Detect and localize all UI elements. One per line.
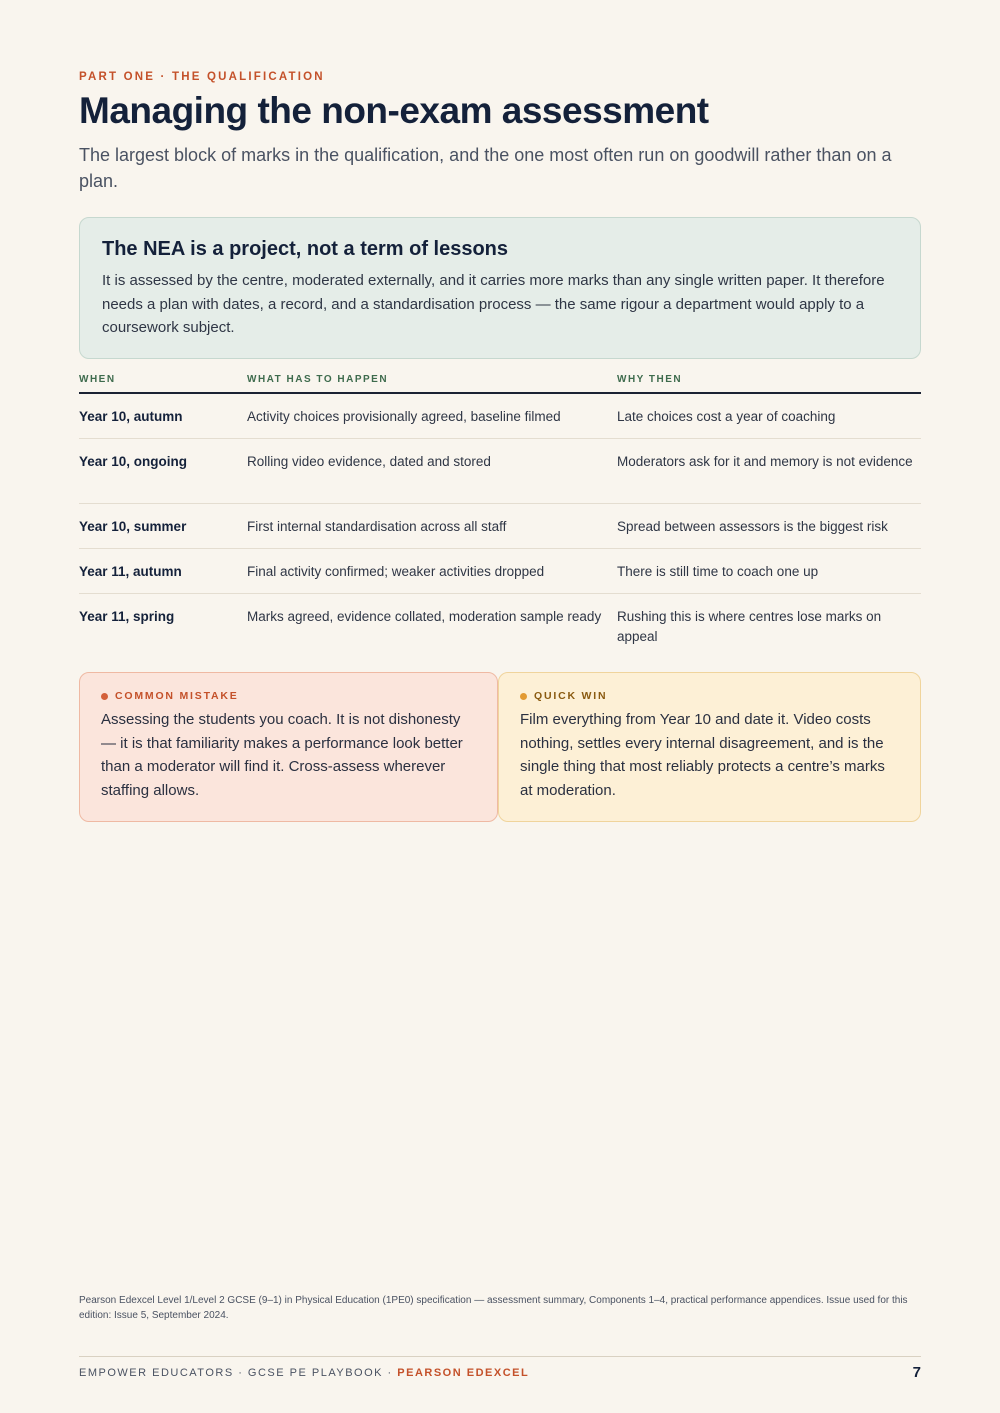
cell-what: Final activity confirmed; weaker activities dropped bbox=[247, 564, 545, 579]
table-row bbox=[79, 549, 921, 594]
page-title: Managing the non-exam assessment bbox=[79, 90, 709, 131]
table-header bbox=[79, 371, 921, 394]
quick-win-text: Film everything from Year 10 and date it. Video costs nothing, settles every internal disagreement, and is the single thing that most reliably protects a centre’s marks at moderation. bbox=[520, 711, 885, 799]
quick-win-label-text: QUICK WIN bbox=[534, 690, 608, 702]
table-row bbox=[79, 394, 921, 439]
cell-what: First internal standardisation across all staff bbox=[247, 519, 507, 534]
dot-icon bbox=[520, 693, 527, 700]
table-row bbox=[79, 594, 921, 659]
section-eyebrow: PART ONE · THE QUALIFICATION bbox=[79, 71, 325, 83]
source-note: Pearson Edexcel Level 1/Level 2 GCSE (9–1) in Physical Education (1PE0) specification — assessment summary, Components 1–4, practical performance appendices. Issue used for this edition: Issue 5, September 2024. bbox=[79, 1295, 908, 1321]
common-mistake-text: Assessing the students you coach. It is not dishonesty — it is that familiarity makes a performance look better than a moderator will find it. Cross-assess wherever staffing allows. bbox=[101, 711, 463, 799]
cell-when: Year 11, spring bbox=[79, 609, 175, 624]
cell-when: Year 10, autumn bbox=[79, 409, 183, 424]
cell-when: Year 10, ongoing bbox=[79, 454, 188, 469]
timeline-table bbox=[79, 371, 921, 659]
footer-series: EMPOWER EDUCATORS · GCSE PE PLAYBOOK · bbox=[79, 1367, 398, 1379]
footer-divider bbox=[79, 1356, 921, 1357]
common-mistake-label-text: COMMON MISTAKE bbox=[115, 690, 239, 702]
header-when: WHEN bbox=[79, 374, 116, 385]
dot-icon bbox=[101, 693, 108, 700]
key-callout bbox=[79, 217, 921, 359]
callout-body: It is assessed by the centre, moderated externally, and it carries more marks than any single written paper. It therefore needs a plan with dates, a record, and a standardisation process — the same rigour a department would apply to a coursework subject. bbox=[102, 272, 885, 336]
page bbox=[79, 0, 921, 1413]
cell-when: Year 10, summer bbox=[79, 519, 187, 534]
cell-what: Activity choices provisionally agreed, baseline filmed bbox=[247, 409, 561, 424]
table-row bbox=[79, 504, 921, 549]
cell-why: Moderators ask for it and memory is not evidence bbox=[617, 454, 913, 469]
cell-why: Spread between assessors is the biggest risk bbox=[617, 519, 888, 534]
cell-when: Year 11, autumn bbox=[79, 564, 182, 579]
table-row bbox=[79, 439, 921, 504]
footer-brand: PEARSON EDEXCEL bbox=[397, 1367, 530, 1379]
page-subtitle: The largest block of marks in the qualification, and the one most often run on goodwill rather than on a plan. bbox=[79, 145, 892, 191]
header-why: WHY THEN bbox=[617, 374, 683, 385]
header-what: WHAT HAS TO HAPPEN bbox=[247, 374, 389, 385]
footer-running-title bbox=[79, 1367, 529, 1379]
quick-win-label bbox=[520, 690, 900, 702]
page-number: 7 bbox=[912, 1364, 921, 1381]
cell-why: Rushing this is where centres lose marks on appeal bbox=[617, 609, 882, 644]
common-mistake-box bbox=[79, 672, 498, 822]
common-mistake-label bbox=[101, 690, 477, 702]
quick-win-box bbox=[498, 672, 921, 822]
cell-why: There is still time to coach one up bbox=[617, 564, 819, 579]
cell-what: Rolling video evidence, dated and stored bbox=[247, 454, 491, 469]
cell-why: Late choices cost a year of coaching bbox=[617, 409, 836, 424]
callout-title: The NEA is a project, not a term of lessons bbox=[102, 238, 509, 260]
cell-what: Marks agreed, evidence collated, moderation sample ready bbox=[247, 609, 602, 624]
